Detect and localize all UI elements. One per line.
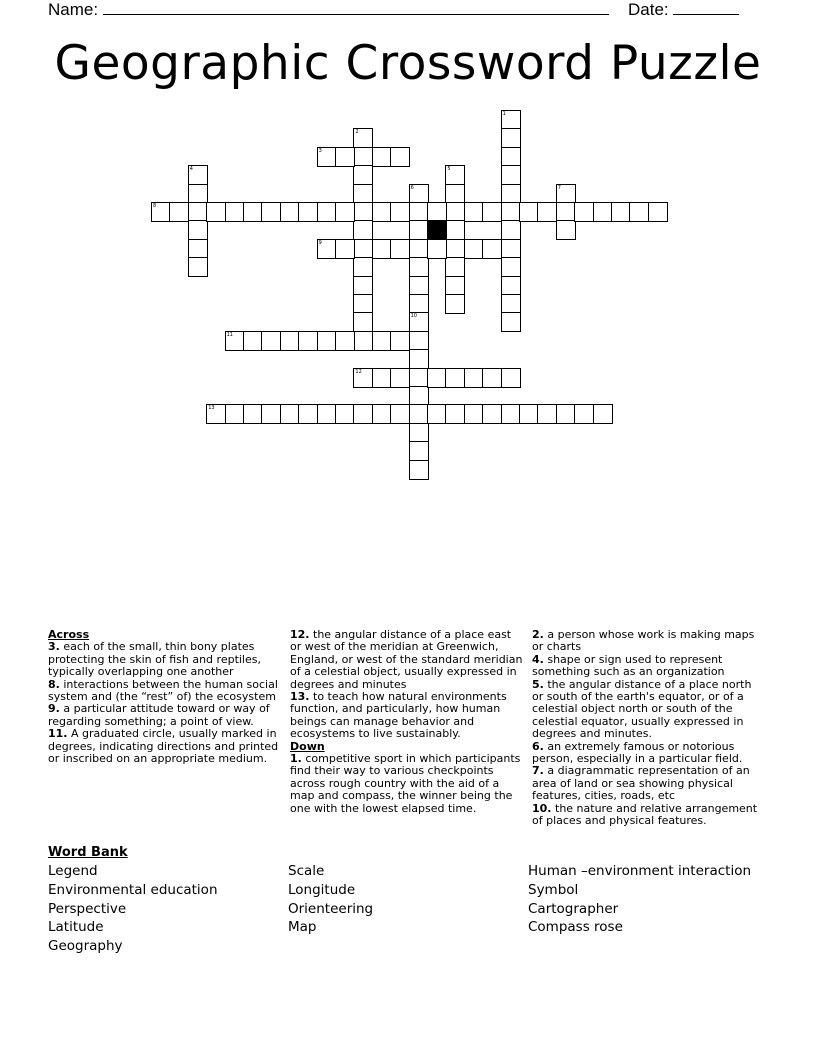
grid-cell[interactable] <box>501 312 521 332</box>
grid-cell[interactable] <box>427 239 447 259</box>
grid-cell[interactable] <box>353 220 373 240</box>
grid-cell[interactable] <box>353 239 373 259</box>
grid-cell[interactable] <box>390 368 410 388</box>
name-label: Name: <box>48 0 99 19</box>
grid-black-cell <box>427 220 447 240</box>
grid-cell[interactable] <box>501 128 521 148</box>
clue-across-8: 8. interactions between the human social system and (the “rest” of) the ecosystem <box>48 677 278 704</box>
grid-cell[interactable] <box>445 184 465 204</box>
grid-cell[interactable] <box>445 239 465 259</box>
grid-cell[interactable] <box>464 202 484 222</box>
grid-cell[interactable] <box>372 239 392 259</box>
grid-cell[interactable] <box>464 239 484 259</box>
grid-cell[interactable] <box>409 460 429 480</box>
grid-cell[interactable] <box>280 331 300 351</box>
grid-cell[interactable] <box>409 239 429 259</box>
word-bank-item: Environmental education <box>48 881 218 898</box>
grid-cell[interactable] <box>464 368 484 388</box>
grid-clue-number: 12 <box>355 368 362 375</box>
grid-cell[interactable] <box>482 202 502 222</box>
grid-cell[interactable] <box>317 404 337 424</box>
grid-cell[interactable] <box>409 331 429 351</box>
grid-cell[interactable] <box>188 202 208 222</box>
grid-cell[interactable] <box>409 368 429 388</box>
clues-column-1 <box>48 629 283 765</box>
grid-cell[interactable] <box>409 441 429 461</box>
grid-cell[interactable] <box>556 202 576 222</box>
grid-cell[interactable] <box>317 331 337 351</box>
word-bank-item: Orienteering <box>288 900 374 917</box>
grid-cell[interactable] <box>188 220 208 240</box>
grid-cell[interactable] <box>427 368 447 388</box>
grid-cell[interactable] <box>409 423 429 443</box>
grid-cell[interactable] <box>445 220 465 240</box>
grid-cell[interactable] <box>593 202 613 222</box>
grid-cell[interactable] <box>188 184 208 204</box>
grid-cell[interactable] <box>537 404 557 424</box>
clue-down-6: 6. an extremely famous or notorious person, especially in a particular field. <box>532 739 743 766</box>
grid-cell[interactable] <box>280 202 300 222</box>
grid-cell[interactable] <box>611 202 631 222</box>
grid-cell[interactable] <box>482 368 502 388</box>
grid-cell[interactable] <box>317 147 337 167</box>
grid-clue-number: 9 <box>318 239 322 246</box>
grid-cell[interactable] <box>335 202 355 222</box>
grid-cell[interactable] <box>556 220 576 240</box>
grid-cell[interactable] <box>501 239 521 259</box>
grid-cell[interactable] <box>372 331 392 351</box>
grid-cell[interactable] <box>445 404 465 424</box>
grid-cell[interactable] <box>501 202 521 222</box>
grid-clue-number: 4 <box>189 166 193 173</box>
clue-down-10: 10. the nature and relative arrangement of places and physical features. <box>532 801 758 828</box>
grid-cell[interactable] <box>206 202 226 222</box>
grid-cell[interactable] <box>519 404 539 424</box>
grid-cell[interactable] <box>501 110 521 130</box>
word-bank-item: Map <box>288 919 317 936</box>
grid-cell[interactable] <box>372 147 392 167</box>
grid-cell[interactable] <box>464 404 484 424</box>
grid-cell[interactable] <box>280 404 300 424</box>
grid-cell[interactable] <box>482 239 502 259</box>
grid-cell[interactable] <box>409 349 429 369</box>
grid-clue-number: 6 <box>410 184 414 191</box>
clue-across-11: 11. A graduated circle, usually marked in degrees, indicating directions and printed or inscribed on an appropriate medium. <box>48 727 279 766</box>
word-bank-item: Compass rose <box>528 919 623 936</box>
grid-clue-number: 1 <box>502 111 506 117</box>
word-bank-item: Scale <box>288 863 325 879</box>
grid-cell[interactable] <box>409 257 429 277</box>
grid-cell[interactable] <box>390 147 410 167</box>
grid-cell[interactable] <box>501 165 521 185</box>
grid-cell[interactable] <box>335 239 355 259</box>
grid-cell[interactable] <box>501 147 521 167</box>
grid-cell[interactable] <box>519 202 539 222</box>
grid-cell[interactable] <box>188 257 208 277</box>
grid-cell[interactable] <box>353 202 373 222</box>
grid-cell[interactable] <box>298 202 318 222</box>
grid-cell[interactable] <box>243 202 263 222</box>
grid-cell[interactable] <box>261 331 281 351</box>
grid-cell[interactable] <box>188 165 208 185</box>
grid-cell[interactable] <box>445 257 465 277</box>
grid-cell[interactable] <box>353 276 373 296</box>
clue-down-5: 5. the angular distance of a place north or south of the earth's equator, or of a celestial object north or south of the celestial equator, usually expressed in degrees and minutes. <box>532 677 752 741</box>
grid-cell[interactable] <box>482 404 502 424</box>
clue-across-9: 9. a particular attitude toward or way of regarding something; a point of view. <box>48 702 270 728</box>
grid-cell[interactable] <box>261 404 281 424</box>
word-bank-column-2 <box>288 862 373 937</box>
grid-cell[interactable] <box>501 404 521 424</box>
grid-cell[interactable] <box>409 276 429 296</box>
grid-cell[interactable] <box>372 202 392 222</box>
grid-clue-number: 11 <box>226 331 233 338</box>
grid-cell[interactable] <box>445 165 465 185</box>
grid-cell[interactable] <box>169 202 189 222</box>
grid-cell[interactable] <box>151 202 171 222</box>
grid-cell[interactable] <box>243 404 263 424</box>
grid-cell[interactable] <box>556 404 576 424</box>
grid-cell[interactable] <box>335 331 355 351</box>
grid-cell[interactable] <box>353 368 373 388</box>
grid-cell[interactable] <box>445 294 465 314</box>
clue-down-4: 4. shape or sign used to represent something such as an organization <box>532 652 725 679</box>
date-label: Date: <box>628 0 669 19</box>
grid-cell[interactable] <box>409 184 429 204</box>
grid-cell[interactable] <box>298 404 318 424</box>
grid-cell[interactable] <box>225 331 245 351</box>
grid-clue-number: 3 <box>318 147 322 154</box>
grid-cell[interactable] <box>243 331 263 351</box>
puzzle-title: Geographic Crossword Puzzle <box>54 36 762 91</box>
grid-cell[interactable] <box>353 165 373 185</box>
grid-cell[interactable] <box>353 147 373 167</box>
grid-clue-number: 2 <box>355 129 359 136</box>
grid-cell[interactable] <box>317 202 337 222</box>
grid-cell[interactable] <box>317 239 337 259</box>
across-heading: Across <box>48 628 90 641</box>
grid-cell[interactable] <box>353 184 373 204</box>
word-bank-item: Legend <box>48 863 98 879</box>
grid-cell[interactable] <box>390 202 410 222</box>
grid-cell[interactable] <box>501 276 521 296</box>
grid-cell[interactable] <box>353 331 373 351</box>
grid-cell[interactable] <box>261 202 281 222</box>
grid-cell[interactable] <box>537 202 557 222</box>
grid-cell[interactable] <box>353 128 373 148</box>
clues-column-2 <box>290 629 525 815</box>
grid-cell[interactable] <box>409 202 429 222</box>
grid-cell[interactable] <box>372 368 392 388</box>
word-bank-column-1 <box>48 862 218 956</box>
grid-cell[interactable] <box>574 404 594 424</box>
grid-cell[interactable] <box>409 404 429 424</box>
grid-cell[interactable] <box>225 202 245 222</box>
word-bank-item: Perspective <box>48 900 127 917</box>
grid-cell[interactable] <box>409 294 429 314</box>
grid-cell[interactable] <box>188 239 208 259</box>
grid-cell[interactable] <box>501 368 521 388</box>
grid-cell[interactable] <box>445 276 465 296</box>
grid-cell[interactable] <box>501 257 521 277</box>
grid-cell[interactable] <box>390 331 410 351</box>
grid-cell[interactable] <box>353 404 373 424</box>
grid-cell[interactable] <box>427 404 447 424</box>
grid-cell[interactable] <box>501 220 521 240</box>
grid-cell[interactable] <box>629 202 649 222</box>
grid-cell[interactable] <box>501 294 521 314</box>
word-bank-item: Human –environment interaction <box>528 863 752 879</box>
clue-down-2: 2. a person whose work is making maps or charts <box>532 628 755 654</box>
word-bank-item: Cartographer <box>528 900 619 917</box>
grid-cell[interactable] <box>556 184 576 204</box>
grid-cell[interactable] <box>353 257 373 277</box>
clue-across-13: 13. to teach how natural environments function, and particularly, how human beings can manage behavior and ecosystems to live sustainably. <box>290 690 507 741</box>
grid-cell[interactable] <box>593 404 613 424</box>
grid-cell[interactable] <box>390 404 410 424</box>
crossword-grid <box>0 0 816 500</box>
grid-cell[interactable] <box>648 202 668 222</box>
grid-cell[interactable] <box>574 202 594 222</box>
word-bank-item: Latitude <box>48 919 104 936</box>
grid-clue-number: 8 <box>153 203 157 209</box>
grid-cell[interactable] <box>390 239 410 259</box>
grid-cell[interactable] <box>335 147 355 167</box>
clue-down-1: 1. competitive sport in which participants find their way to various checkpoints across rough country with the aid of a map and compass, the winner being the one with the lowest elapsed time. <box>290 752 521 815</box>
grid-clue-number: 5 <box>447 166 451 173</box>
grid-cell[interactable] <box>501 184 521 204</box>
grid-cell[interactable] <box>445 202 465 222</box>
grid-clue-number: 10 <box>410 313 417 320</box>
down-heading: Down <box>290 739 325 753</box>
word-bank-item: Symbol <box>528 881 579 898</box>
word-bank-item: Geography <box>48 938 123 955</box>
grid-cell[interactable] <box>353 312 373 332</box>
clue-across-12: 12. the angular distance of a place east or west of the meridian at Greenwich, England, or west of the standard meridian of a celestial object, usually expressed in degrees and minutes <box>290 628 523 691</box>
grid-cell[interactable] <box>409 386 429 406</box>
grid-clue-number: 7 <box>557 184 561 191</box>
grid-cell[interactable] <box>409 220 429 240</box>
grid-clue-number: 13 <box>208 405 215 412</box>
word-bank-column-3 <box>528 862 751 937</box>
grid-cell[interactable] <box>335 404 355 424</box>
clue-across-3: 3. each of the small, thin bony plates protecting the skin of fish and reptiles, typically overlapping one another <box>48 640 261 679</box>
grid-cell[interactable] <box>445 368 465 388</box>
grid-cell[interactable] <box>353 294 373 314</box>
grid-cell[interactable] <box>409 312 429 332</box>
grid-cell[interactable] <box>372 404 392 424</box>
clue-down-7: 7. a diagrammatic representation of an area of land or sea showing physical features, cities, roads, etc <box>532 764 750 803</box>
grid-cell[interactable] <box>427 202 447 222</box>
clues-column-3 <box>532 629 762 828</box>
word-bank-heading: Word Bank <box>48 845 128 860</box>
grid-cell[interactable] <box>298 331 318 351</box>
grid-cell[interactable] <box>225 404 245 424</box>
word-bank-item: Longitude <box>288 881 356 898</box>
grid-cell[interactable] <box>206 404 226 424</box>
